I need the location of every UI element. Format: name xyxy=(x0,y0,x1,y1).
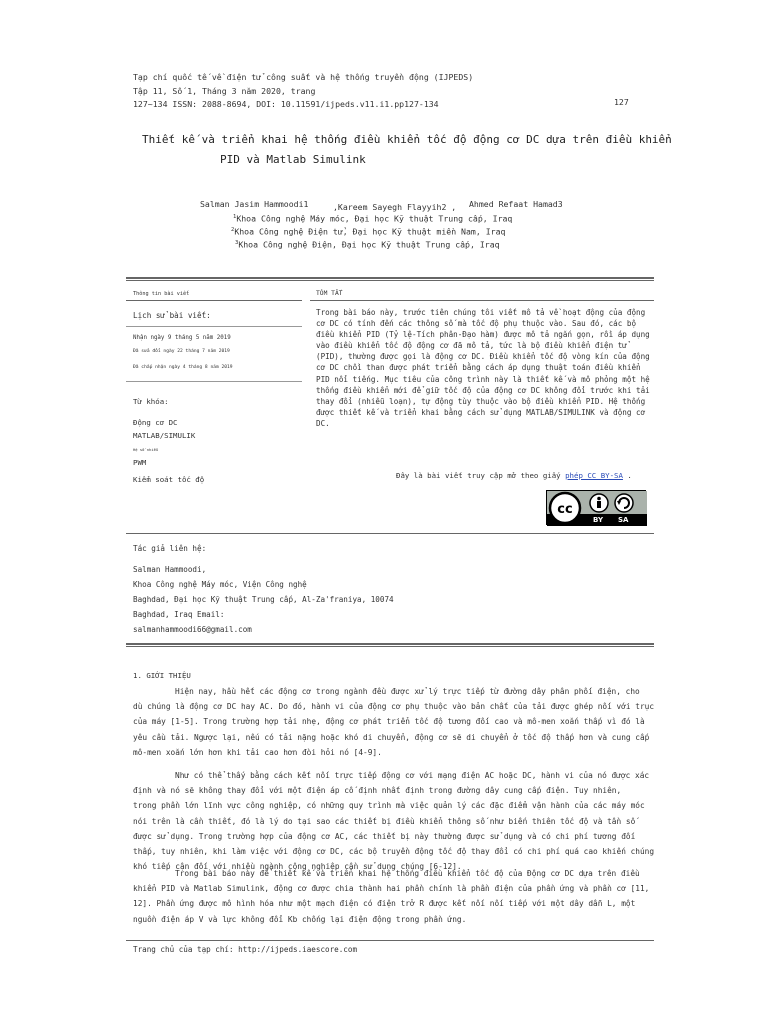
divider-history xyxy=(126,326,302,327)
article-info-heading: Thông tin bài viết xyxy=(133,291,190,297)
keyword-item: PWM xyxy=(133,458,147,467)
affiliation-1: $^1$Khoa Công nghệ Máy móc, Đại học Kỹ thuật Trung cấp, Iraq xyxy=(233,213,513,224)
author-3: Ahmed Refaat Hamad3 xyxy=(469,199,563,209)
divider-bottom-thin xyxy=(126,646,654,647)
footer-homepage: Trang chủ của tạp chí: http://ijpeds.iaescore.com xyxy=(133,945,358,954)
affiliation-3: $^3$Khoa Công nghệ Điện, Đại học Kỹ thuật Trung cấp, Iraq xyxy=(235,239,500,250)
intro-paragraph-1: Hiện nay, hầu hết các động cơ trong ngành đều được xử lý trực tiếp từ đường dây phân phối điện, cho dù chúng là động cơ DC hay AC. Do đó, hành vi của động cơ phụ thuộc vào bản chất của tải được ghép nối với trục của máy [1-5]. Trong trường hợp tải nhẹ, động cơ phát triển tốc độ tương đối cao và mô-men xoắn thấp vì đó là yêu cầu tải. Ngược lại, nếu có tải nặng hoặc khó di chuyển, động cơ sẽ di chuyển ở tốc độ thấp hơn và cung cấp mô-men xoắn lớn hơn khi tải cao hơn đòi hỏi nó [4-9]. xyxy=(133,687,655,757)
author-2: ,Kareem Sayegh Flayyih2 , xyxy=(333,202,457,212)
corresponding-label: Tác giả liên hệ: xyxy=(133,544,207,553)
author-1: Salman Jasim Hammoodi1 xyxy=(200,199,309,209)
divider-info xyxy=(126,300,302,301)
section-heading: 1. GIỚI THIỆU xyxy=(133,671,191,680)
license-link[interactable]: phép CC BY-SA xyxy=(565,471,623,480)
divider-bottom xyxy=(126,643,654,645)
intro-paragraph-2: Như có thể thấy bằng cách kết nối trực tiếp động cơ với mạng điện AC hoặc DC, hành vi của nó được xác định và nó sẽ không thay đổi với một điện áp cố định nhất định trong đường dây cung cấp điện. Tuy nhiên, trong phần lớn lĩnh vực công nghiệp, có những quy trình mà việc quản lý các đặc điểm vận hành của các máy móc nói trên là cần thiết, đó là lý do tại sao các thiết bị điều khiển thông số như biến thiên tốc độ và tần số được sử dụng. Trong trường hợp của động cơ AC, các thiết bị này thường được sử dụng và có chi phí tương đối thấp, tuy nhiên, khi làm việc với động cơ DC, các bộ truyền động tốc độ thay đổi có chi phí quá cao khiến chúng khó tiếp cận đối với nhiều ngành công nghiệp cần sử dụng chúng [6-12]. xyxy=(133,771,655,872)
license-note: Đây là bài viết truy cập mở theo giấy phép CC BY-SA . xyxy=(396,471,632,480)
paper-title-line2: PID và Matlab Simulink xyxy=(220,153,366,166)
affiliation-2: $^2$Khoa Công nghệ Điện tử, Đại học Kỹ thuật miền Nam, Iraq xyxy=(231,226,506,237)
journal-issn-doi: 127~134 ISSN: 2088-8694, DOI: 10.11591/ijpeds.v11.i1.pp127-134 xyxy=(133,99,439,109)
paper-title-line1: Thiết kế và triển khai hệ thống điều khiển tốc độ động cơ DC dựa trên điều khiển xyxy=(142,133,672,146)
keyword-item: MATLAB/SIMULIK xyxy=(133,431,196,440)
intro-paragraph-3: Trong bài báo này để thiết kế và triển khai hệ thống điều khiển tốc độ của Động cơ DC dựa trên điều khiển PID và Matlab Simulink, động cơ được chia thành hai phần chính là phần điện của phần ứng và phần cơ [11, 12]. Phần ứng được mô hình hóa như một mạch điện có điện trở R được kết nối nối tiếp với một dây dẫn L, một nguồn điện áp V và lực không đổi Kb chống lại điện động trong phần ứng. xyxy=(133,869,650,924)
cc-by-label: BY xyxy=(593,516,604,524)
journal-volume: Tập 11, Số 1, Tháng 3 năm 2020, trang xyxy=(133,86,316,96)
received-date: Nhận ngày 9 tháng 5 năm 2019 xyxy=(133,335,231,341)
abstract-heading: TÓM TẮT xyxy=(316,290,343,297)
keyword-item: Kiểm soát tốc độ xyxy=(133,475,205,484)
cc-by-sa-badge[interactable] xyxy=(546,490,646,525)
divider-top xyxy=(126,277,654,279)
divider-top-thin xyxy=(126,280,654,281)
revised-date: Đã sửa đổi ngày 22 tháng 7 năm 2019 xyxy=(133,349,230,354)
keyword-item: Hệ số nhiễu xyxy=(133,447,159,452)
svg-text:cc: cc xyxy=(557,502,573,517)
cc-sa-label: SA xyxy=(618,516,629,524)
footer-divider xyxy=(126,940,654,941)
divider-middle xyxy=(126,533,654,534)
keyword-item: Động cơ DC xyxy=(133,418,178,427)
abstract-body: Trong bài báo này, trước tiên chúng tôi viết mô tả về hoạt động của động cơ DC có tính đến các thông số mà tốc độ phụ thuộc vào. Sau đó, các bộ điều khiển PID (Tỷ lệ-Tích phân-Đạo hàm) được mô tả ngắn gọn, rồi áp dụng vào điều khiển tốc độ động cơ đã mô tả, tức là bộ điều khiển điện tử (PID), thường được gọi là động cơ DC. Điều khiển tốc độ vòng kín của động cơ DC chồi than được phát triển bằng cách áp dụng thuật toán điều khiển PID nổi tiếng. Mục tiêu của công trình này là thiết kế và mô phỏng một hệ thống điều khiển mới để giữ tốc độ của động cơ DC không đổi trước khi tải thay đổi (nhiễu loạn), tự động tùy thuộc vào bộ điều khiển PID. Hệ thống được thiết kế và triển khai bằng cách sử dụng MATLAB/SIMULINK và động cơ DC. xyxy=(316,308,650,428)
page-number: 127 xyxy=(614,97,629,107)
divider-keywords xyxy=(126,381,302,382)
divider-abstract xyxy=(310,300,654,301)
journal-name: Tạp chí quốc tế về điện tử công suất và hệ thống truyền động (IJPEDS) xyxy=(133,72,474,82)
corresponding-details: Salman Hammoodi, Khoa Công nghệ Máy móc, Viện Công nghệ Baghdad, Đại học Kỹ thuật Trung cấp, Al-Za'franiya, 10074 Baghdad, Iraq Email: salmanhammoodi66@gmail.com xyxy=(133,562,394,637)
history-label: Lịch sử bài viết: xyxy=(133,311,211,320)
accepted-date: Đã chấp nhận ngày 4 tháng 8 năm 2019 xyxy=(133,365,233,370)
keywords-label: Từ khóa: xyxy=(133,397,169,406)
corresponding-email: salmanhammoodi66@gmail.com xyxy=(133,625,252,634)
